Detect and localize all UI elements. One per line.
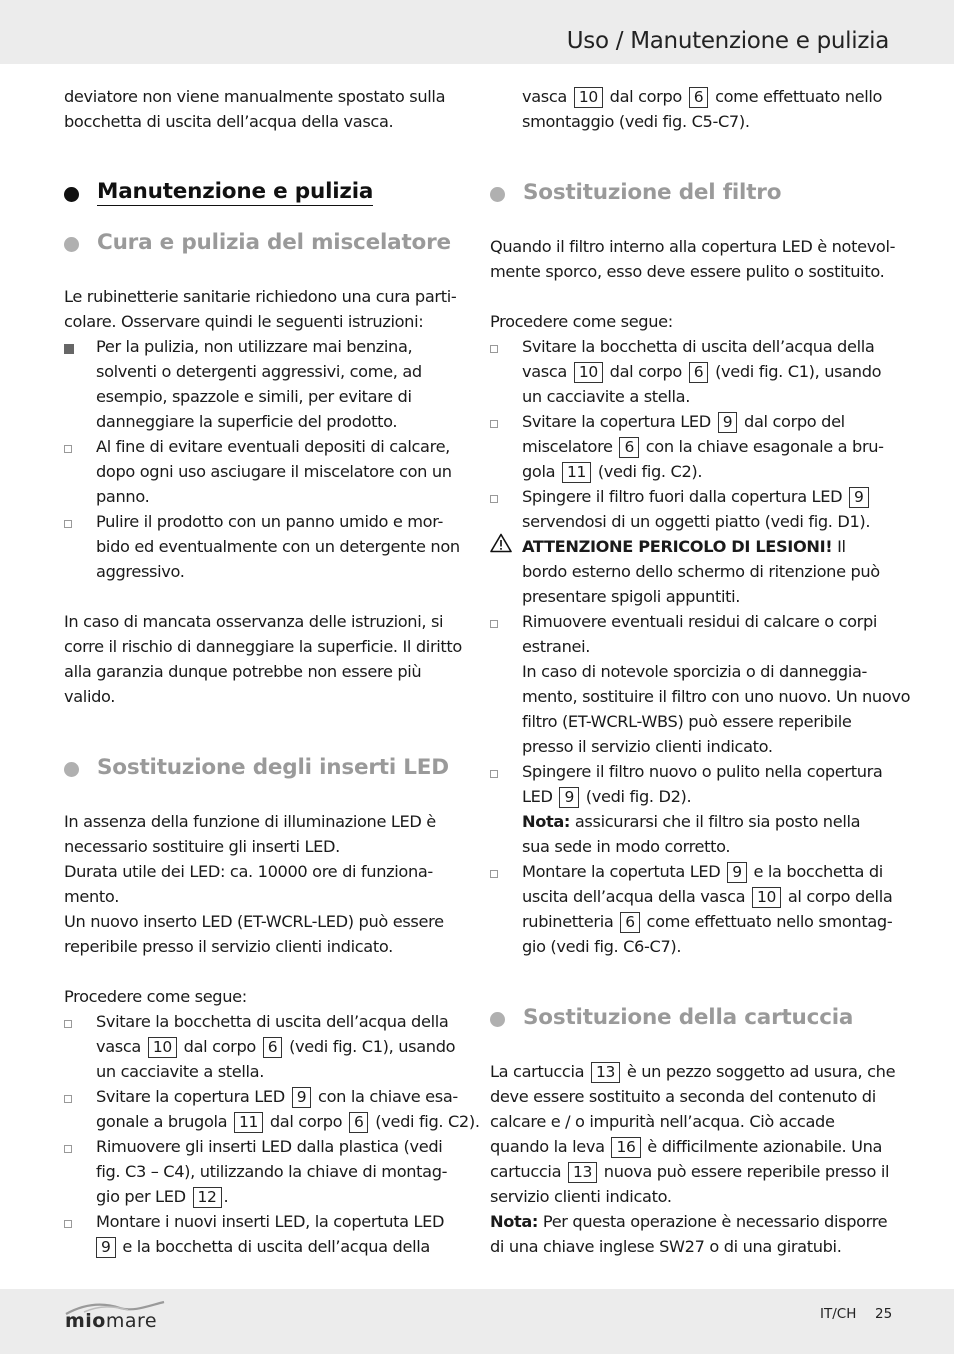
heading-manutenzione: Manutenzione e pulizia: [97, 179, 374, 204]
page-header: [0, 0, 954, 64]
step-line: Rimuovere eventuali residui di calcare o corpi: [522, 612, 878, 631]
paragraph-line: reperibile presso il servizio clienti indicato.: [64, 937, 393, 956]
list-item-line: bido ed eventualmente con un detergente non: [96, 537, 460, 556]
brand-logo: miomare: [65, 1310, 158, 1332]
list-item-line: Per la pulizia, non utilizzare mai benzina,: [96, 337, 413, 356]
paragraph-line: colare. Osservare quindi le seguenti istruzioni:: [64, 312, 424, 331]
part-number: 6: [263, 1037, 283, 1058]
step-line: rubinetteria 6 come effettuato nello smontag-: [522, 912, 893, 931]
intro-line-2: bocchetta di uscita dell’acqua della vasca.: [64, 112, 394, 131]
paragraph-line: Durata utile dei LED: ca. 10000 ore di funziona-: [64, 862, 433, 881]
list-bullet: [64, 344, 74, 354]
paragraph-line: La cartuccia 13 è un pezzo soggetto ad usura, che: [490, 1062, 896, 1081]
page-title: Uso / Manutenzione e pulizia: [566, 28, 889, 54]
list-item-line: solventi o detergenti aggressivi, come, ad: [96, 362, 422, 381]
part-number: 13: [568, 1162, 597, 1183]
page-number: 25: [875, 1306, 893, 1322]
step-line: uscita dell’acqua della vasca 10 al corpo della: [522, 887, 893, 906]
step-line: Spingere il filtro nuovo o pulito nella copertura: [522, 762, 883, 781]
part-number: 6: [689, 362, 709, 383]
paragraph-line: servizio clienti indicato.: [490, 1187, 672, 1206]
heading-filtro: Sostituzione del filtro: [523, 180, 782, 205]
paragraph-line: alla garanzia dunque potrebbe non essere più: [64, 662, 422, 681]
part-number: 9: [718, 412, 738, 433]
list-bullet: [490, 420, 498, 428]
list-item-line: Pulire il prodotto con un panno umido e mor-: [96, 512, 443, 531]
section-bullet: [64, 187, 79, 202]
list-bullet: [490, 620, 498, 628]
paragraph-line: Un nuovo inserto LED (ET-WCRL-LED) può essere: [64, 912, 444, 931]
note-line: Nota: Per questa operazione è necessario disporre: [490, 1212, 888, 1231]
step-line: estranei.: [522, 637, 591, 656]
list-bullet: [490, 870, 498, 878]
heading-cura: Cura e pulizia del miscelatore: [97, 230, 451, 255]
step-line: un cacciavite a stella.: [96, 1062, 265, 1081]
step-line: servendosi di un oggetti piatto (vedi fig. D1).: [522, 512, 871, 531]
list-item-line: dopo ogni uso asciugare il miscelatore con un: [96, 462, 452, 481]
part-number: 10: [148, 1037, 177, 1058]
part-number: 11: [562, 462, 591, 483]
paragraph-line: quando la leva 16 è difficilmente azionabile. Una: [490, 1137, 883, 1156]
procedure-label: Procedere come segue:: [64, 987, 247, 1006]
list-bullet: [490, 770, 498, 778]
part-number: 6: [689, 87, 709, 108]
step-line: Svitare la bocchetta di uscita dell’acqua della: [522, 337, 875, 356]
part-number: 6: [620, 912, 640, 933]
step-line: mento, sostituire il filtro con uno nuovo. Un nuovo: [522, 687, 911, 706]
step-line: gonale a brugola 11 dal corpo 6 (vedi fig. C2).: [96, 1112, 480, 1131]
paragraph-line: mento.: [64, 887, 119, 906]
list-bullet: [64, 445, 72, 453]
section-bullet: [490, 187, 505, 202]
note-line: sua sede in modo corretto.: [522, 837, 731, 856]
list-item-line: panno.: [96, 487, 150, 506]
part-number: 10: [574, 87, 603, 108]
part-number: 9: [559, 787, 579, 808]
paragraph-line: In caso di mancata osservanza delle istruzioni, si: [64, 612, 444, 631]
step-line: Svitare la copertura LED 9 con la chiave esa-: [96, 1087, 458, 1106]
list-item-line: danneggiare la superficie del prodotto.: [96, 412, 398, 431]
intro-line-1: deviatore non viene manualmente spostato sulla: [64, 87, 446, 106]
step-line: Montare la copertuta LED 9 e la bocchetta di: [522, 862, 883, 881]
warning-line: bordo esterno dello schermo di ritenzione può: [522, 562, 880, 581]
list-item-line: aggressivo.: [96, 562, 185, 581]
list-bullet: [64, 1145, 72, 1153]
part-number: 9: [727, 862, 747, 883]
warning-line: ATTENZIONE PERICOLO DI LESIONI! Il: [522, 537, 846, 556]
warning-line: presentare spigoli appuntiti.: [522, 587, 741, 606]
part-number: 9: [96, 1237, 116, 1258]
part-number: 11: [234, 1112, 263, 1133]
list-bullet: [64, 1020, 72, 1028]
part-number: 10: [574, 362, 603, 383]
part-number: 10: [752, 887, 781, 908]
section-bullet: [490, 1012, 505, 1027]
section-bullet: [64, 762, 79, 777]
list-item-line: Al fine di evitare eventuali depositi di calcare,: [96, 437, 450, 456]
list-bullet: [64, 1220, 72, 1228]
list-bullet: [64, 1095, 72, 1103]
list-item-line: esempio, spazzole e simili, per evitare di: [96, 387, 412, 406]
procedure-label: Procedere come segue:: [490, 312, 673, 331]
paragraph-line: deve essere sostituito a seconda del contenuto di: [490, 1087, 876, 1106]
list-bullet: [490, 345, 498, 353]
step-line: Svitare la bocchetta di uscita dell’acqua della: [96, 1012, 449, 1031]
paragraph-line: valido.: [64, 687, 116, 706]
step-line: vasca 10 dal corpo 6 come effettuato nello: [522, 87, 883, 106]
paragraph-line: Le rubinetterie sanitarie richiedono una cura parti-: [64, 287, 457, 306]
paragraph-line: corre il rischio di danneggiare la superficie. Il diritto: [64, 637, 462, 656]
paragraph-line: necessario sostituire gli inserti LED.: [64, 837, 340, 856]
step-line: LED 9 (vedi fig. D2).: [522, 787, 692, 806]
step-line: 9 e la bocchetta di uscita dell’acqua della: [96, 1234, 430, 1259]
step-line: gio per LED 12 .: [96, 1187, 229, 1206]
paragraph-line: mente sporco, esso deve essere pulito o sostituito.: [490, 262, 885, 281]
step-line: filtro (ET-WCRL-WBS) può essere reperibile: [522, 712, 852, 731]
footer-region: IT/CH: [820, 1306, 857, 1322]
part-number: 9: [849, 487, 869, 508]
part-number: 16: [611, 1137, 640, 1158]
paragraph-line: Quando il filtro interno alla copertura LED è notevol-: [490, 237, 896, 256]
step-line: In caso di notevole sporcizia o di danneggia-: [522, 662, 868, 681]
warning-icon: [490, 533, 512, 553]
step-line: Rimuovere gli inserti LED dalla plastica (vedi: [96, 1137, 443, 1156]
part-number: 9: [292, 1087, 312, 1108]
step-line: fig. C3 – C4), utilizzando la chiave di montag-: [96, 1162, 448, 1181]
heading-cartuccia: Sostituzione della cartuccia: [523, 1005, 854, 1030]
part-number: 6: [619, 437, 639, 458]
paragraph-line: cartuccia 13 nuova può essere reperibile presso il: [490, 1162, 890, 1181]
part-number: 13: [591, 1062, 620, 1083]
note-line: Nota: assicurarsi che il filtro sia posto nella: [522, 812, 861, 831]
paragraph-line: calcare e / o impurità nell’acqua. Ciò accade: [490, 1112, 835, 1131]
heading-led: Sostituzione degli inserti LED: [97, 755, 449, 780]
part-number: 12: [193, 1187, 222, 1208]
step-line: Montare i nuovi inserti LED, la copertuta LED: [96, 1212, 445, 1231]
step-line: gola 11 (vedi fig. C2).: [522, 462, 703, 481]
part-number: 6: [349, 1112, 369, 1133]
step-line: vasca 10 dal corpo 6 (vedi fig. C1), usando: [522, 362, 882, 381]
step-line: gio (vedi fig. C6-C7).: [522, 937, 682, 956]
section-bullet: [64, 237, 79, 252]
note-line: di una chiave inglese SW27 o di una giratubi.: [490, 1237, 842, 1256]
step-line: smontaggio (vedi fig. C5-C7).: [522, 112, 750, 131]
step-line: un cacciavite a stella.: [522, 387, 691, 406]
step-line: vasca 10 dal corpo 6 (vedi fig. C1), usando: [96, 1037, 456, 1056]
list-bullet: [490, 495, 498, 503]
list-bullet: [64, 520, 72, 528]
step-line: miscelatore 6 con la chiave esagonale a bru-: [522, 437, 884, 456]
step-line: Spingere il filtro fuori dalla copertura LED 9: [522, 484, 871, 509]
step-line: presso il servizio clienti indicato.: [522, 737, 773, 756]
step-line: Svitare la copertura LED 9 dal corpo del: [522, 412, 845, 431]
paragraph-line: In assenza della funzione di illuminazione LED è: [64, 812, 436, 831]
